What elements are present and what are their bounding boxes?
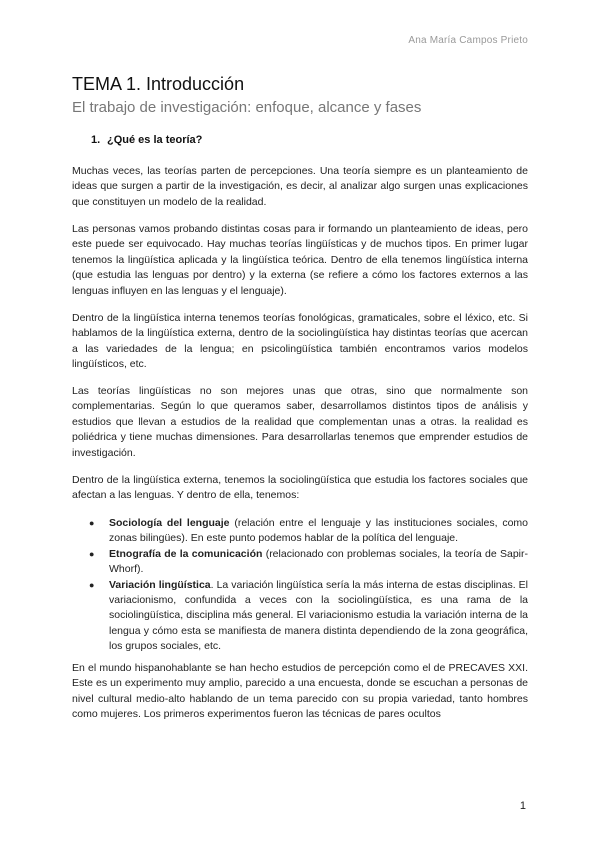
paragraph-3: Dentro de la lingüística interna tenemos teorías fonológicas, gramaticales, sobre el léxico, etc. Si hablamos de la lingüística externa, dentro de la sociolingüística hay distintas teorías que acercan a las variedades de la lengua; en psicolingüística también encontramos varios modelos lingüísticos, etc. <box>72 312 528 371</box>
list-item <box>72 578 528 655</box>
page-number: 1 <box>519 800 526 812</box>
page-title: TEMA 1. Introducción <box>72 74 245 94</box>
bullet-icon: ● <box>89 518 95 528</box>
bullet-icon: ● <box>89 579 95 590</box>
paragraph-final: En el mundo hispanohablante se han hecho estudios de percepción como el de PRECAVES XXI. Este es un experimento muy amplio, parecido a una encuesta, donde se escuchan a personas de nivel cultural medio-alto hablando de un tema parecido con su propia variedad, tanto hombres como mujeres. Los primeros experimentos fueron las técnicas de pares ocultos <box>72 662 528 721</box>
paragraph-5: Dentro de la lingüística externa, tenemos la sociolingüística que estudia los factores sociales que afectan a las lenguas. Y dentro de ella, tenemos: <box>72 474 528 502</box>
bullet-text: (relación entre el lenguaje y las instituciones sociales, como zonas bilingües). En este punto podemos hablar de la política del lenguaje. <box>109 517 528 545</box>
page-subtitle: El trabajo de investigación: enfoque, alcance y fases <box>72 99 422 116</box>
section-number: 1. <box>91 134 101 146</box>
author-header: Ana María Campos Prieto <box>408 35 528 46</box>
bullet-term: Etnografía de la comunicación <box>109 547 263 560</box>
bullet-list <box>72 516 528 655</box>
bullet-text: (relacionado con problemas sociales, la teoría de Sapir-Whorf). <box>109 547 529 576</box>
section-title: ¿Qué es la teoría? <box>107 134 203 146</box>
bullet-term: Variación lingüística <box>109 578 211 591</box>
bullet-text: . La variación lingüística sería la más interna de estas disciplinas. El variacionismo, confundida a veces con la sociolingüística, es una rama de la sociolingüística, disciplina más general. El variacionismo estudia la variación interna de la lengua y cómo esta se manifiesta de manera distinta dependiendo de la zona geográfica, los grupos sociales, etc. <box>109 578 528 653</box>
bullet-icon: ● <box>89 548 95 559</box>
section-heading <box>91 134 202 146</box>
paragraph-2: Las personas vamos probando distintas cosas para ir formando un planteamiento de ideas, pero este puede ser equivocado. Hay muchas teorías lingüísticas y de muchos tipos. En primer lugar tenemos la lingüística aplicada y la lingüística teórica. Dentro de ella tenemos lingüística interna (que estudia las lenguas por dentro) y la externa (se refiere a cómo los factores externos a las lenguas influyen en las lenguas y el lenguaje). <box>72 223 528 297</box>
paragraph-4: Las teorías lingüísticas no son mejores unas que otras, sino que normalmente son complementarias. Según lo que queramos saber, desarrollamos distintos tipos de análisis y estudios que llevan a estudios de la realidad que complementan unas a otras. la realidad es poliédrica y tiene muchas dimensiones. Para desarrollarlas tenemos que emprender estudios de investigación. <box>72 385 528 459</box>
list-item <box>72 516 528 547</box>
paragraph-1: Muchas veces, las teorías parten de percepciones. Una teoría siempre es un planteamiento de ideas que surgen a partir de la investigación, es decir, al analizar algo surgen unas explicaciones que constituyen un modelo de la realidad. <box>72 165 528 208</box>
list-item <box>72 547 528 578</box>
bullet-term: Sociología del lenguaje <box>109 517 230 529</box>
